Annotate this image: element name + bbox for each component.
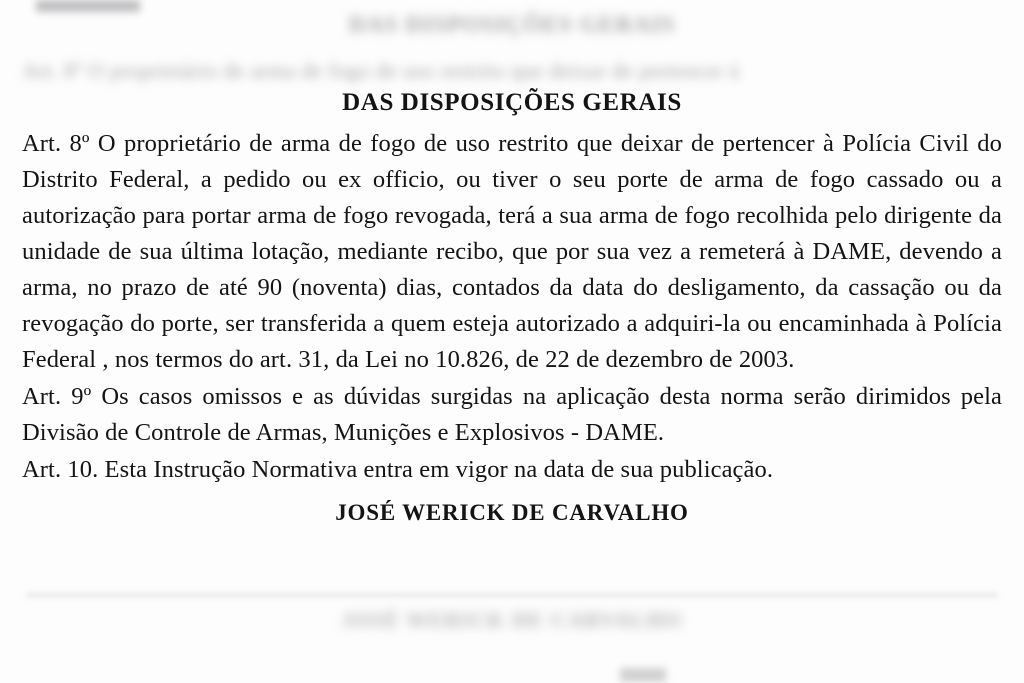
document-body <box>22 88 1002 526</box>
background-bleed-rule <box>26 594 998 596</box>
background-bleed-line: Art. 8º O proprietário de arma de fogo de uso restrito que deixar de pertencer à <box>22 58 740 83</box>
section-heading: DAS DISPOSIÇÕES GERAIS <box>342 89 682 116</box>
background-bleed-heading: DAS DISPOSIÇÕES GERAIS <box>348 12 676 37</box>
article-10-paragraph: Art. 10. Esta Instrução Normativa entra em vigor na data de sua publicação. <box>22 456 774 483</box>
scan-artifact-bottom-mark <box>620 668 666 682</box>
article-8-paragraph: Art. 8º O proprietário de arma de fogo de uso restrito que deixar de pertencer à Polícia Civil do Distrito Federal, a pedido ou ex officio, ou tiver o seu porte de arma de fogo cassado ou a autorização para portar arma de fogo revogada, terá a sua arma de fogo recolhida pelo dirigente da unidade de sua última lotação, mediante recibo, que por sua vez a remeterá à DAME, devendo a arma, no prazo de até 90 (noventa) dias, contados da data do desligamento, da cassação ou da revogação do porte, ser transferida a quem esteja autorizado a adquiri-la ou encaminhada à Polícia Federal , nos termos do art. 31, da Lei no 10.826, de 22 de dezembro de 2003. <box>22 130 1002 373</box>
signature-name: JOSÉ WERICK DE CARVALHO <box>335 500 689 525</box>
background-bleed-signature: JOSÉ WERICK DE CARVALHO <box>341 608 683 632</box>
article-9-paragraph: Art. 9º Os casos omissos e as dúvidas surgidas na aplicação desta norma serão dirimidos pela Divisão de Controle de Armas, Munições e Explosivos - DAME. <box>22 383 1002 446</box>
scan-artifact-top-mark <box>36 0 140 12</box>
